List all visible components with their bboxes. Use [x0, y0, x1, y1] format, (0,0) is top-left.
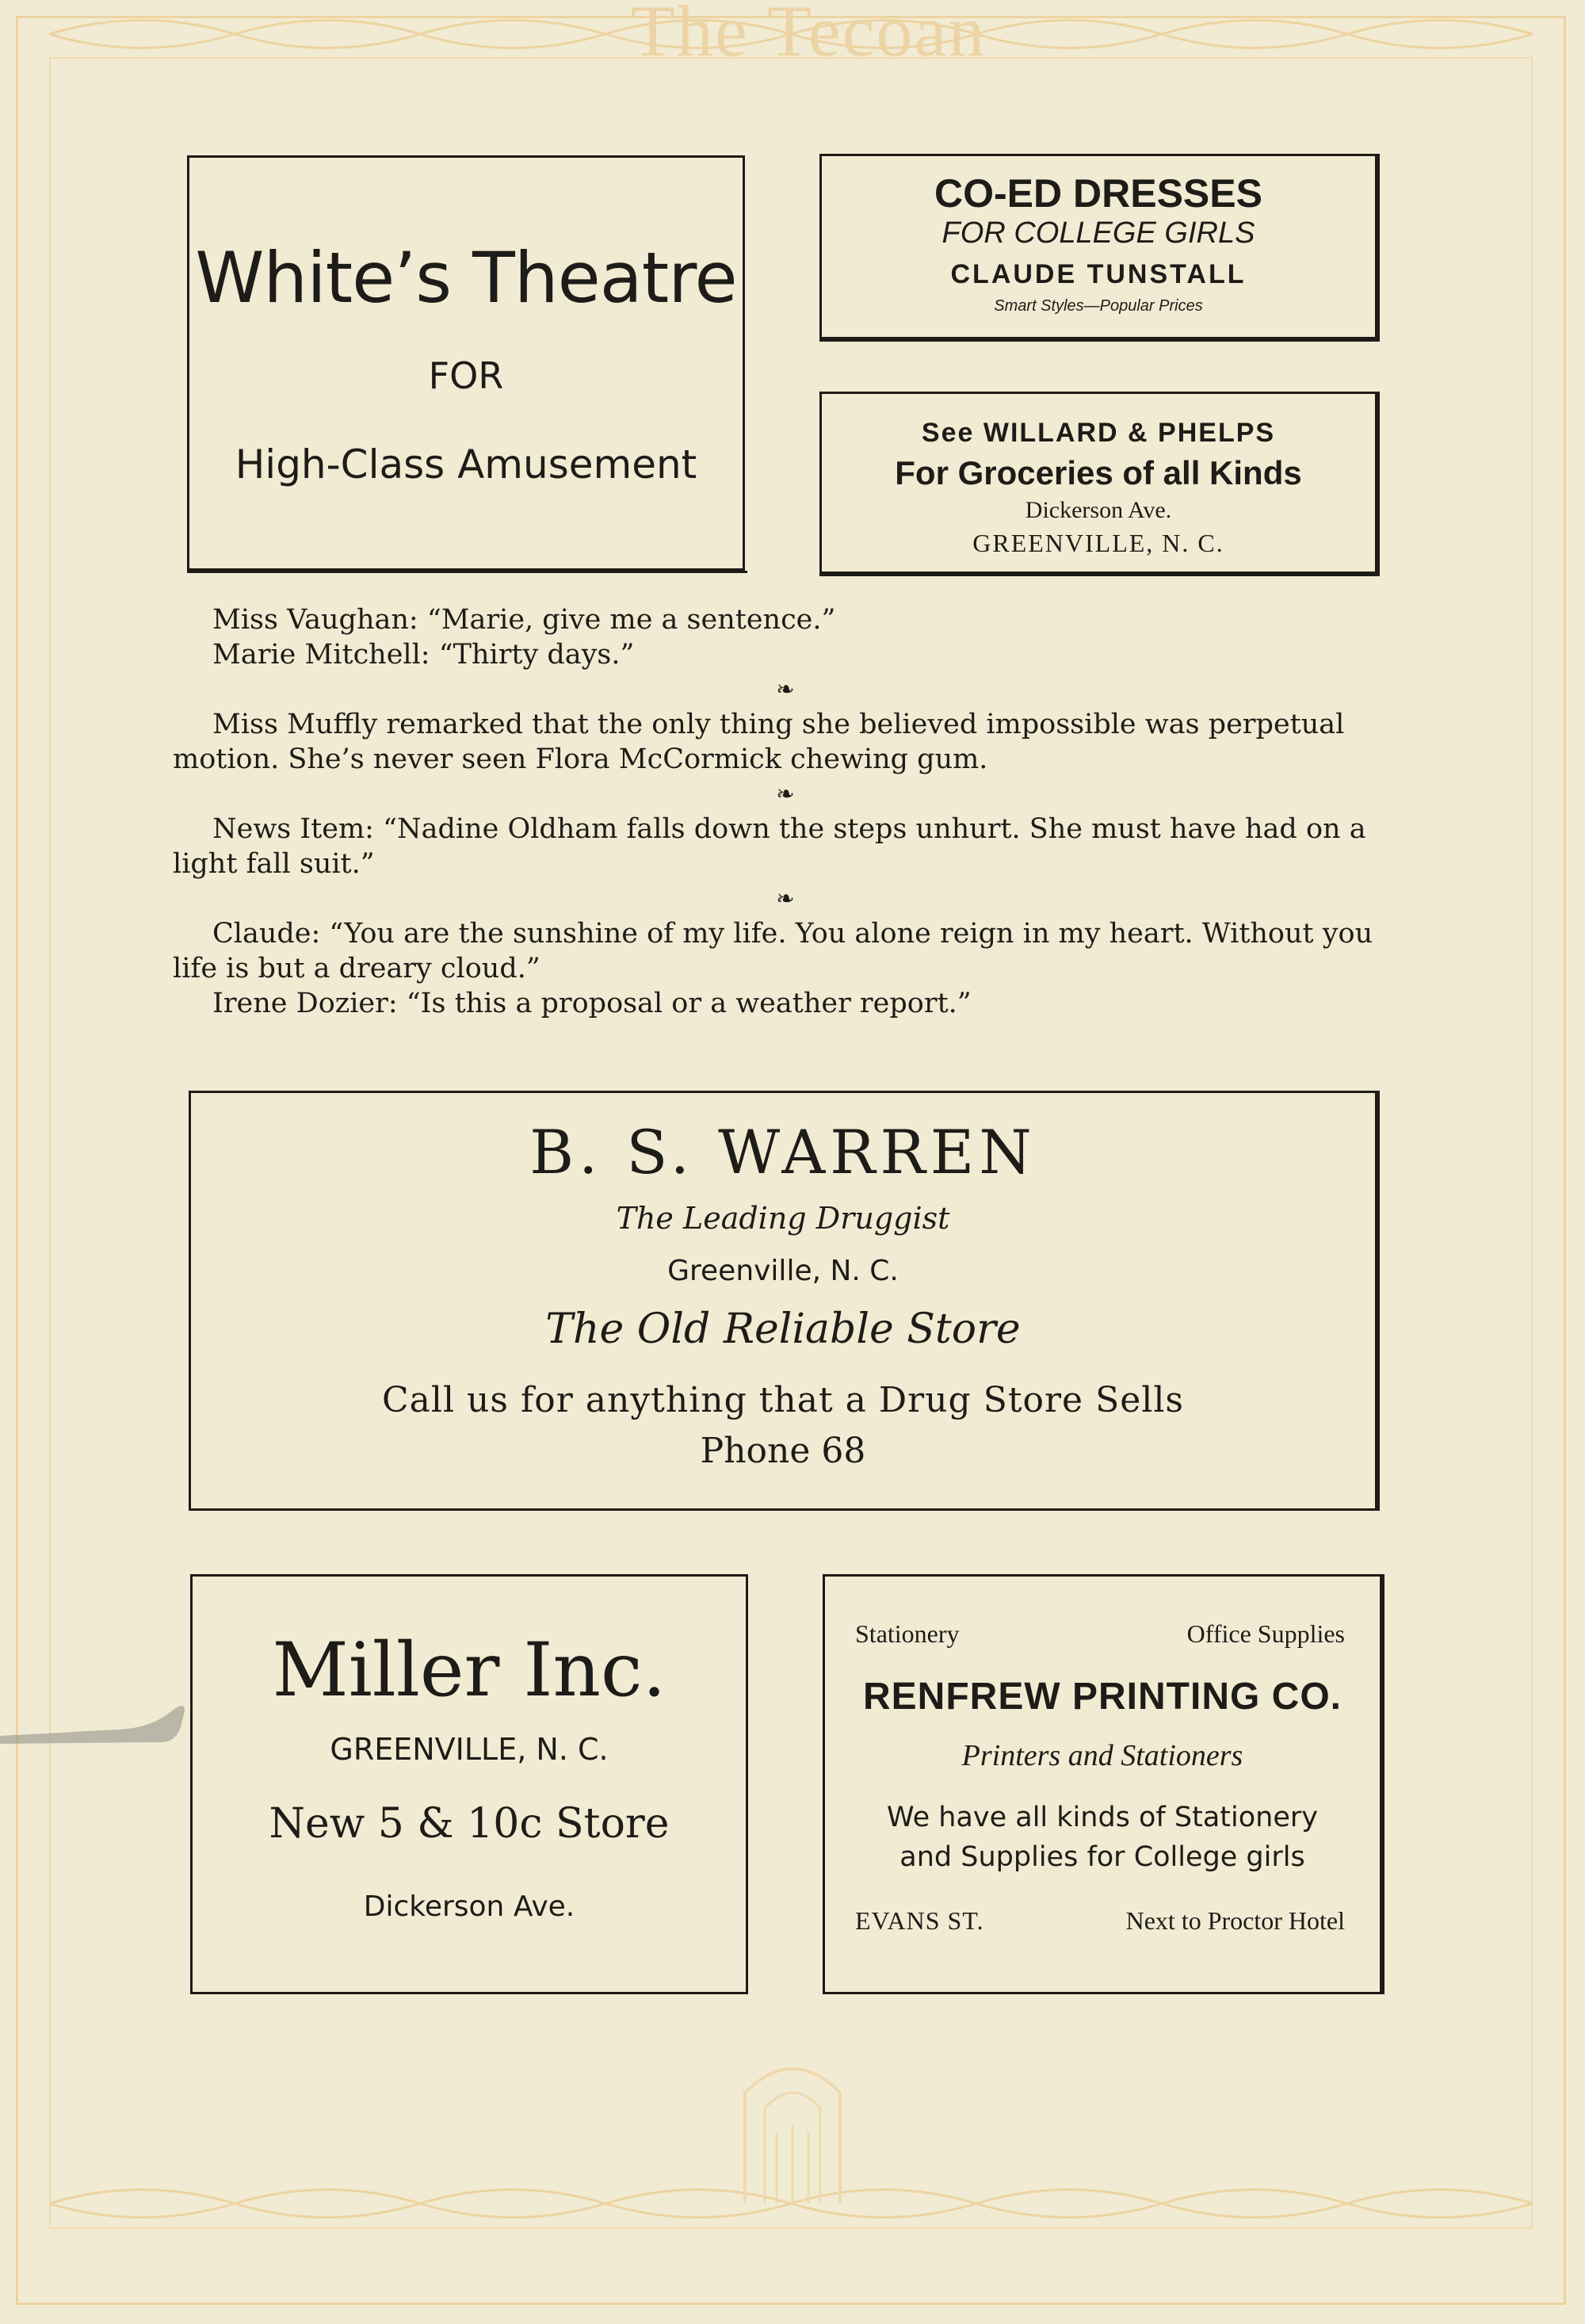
ad-shadow-right — [1377, 1091, 1380, 1511]
renfrew-printing-ad — [823, 1574, 1382, 1994]
ad-shadow-bottom — [819, 574, 1380, 576]
ad-shadow-bottom — [187, 571, 747, 573]
whites-theatre-for: FOR — [428, 354, 504, 397]
warren-phone: Phone 68 — [700, 1431, 866, 1471]
whites-theatre-tagline: High-Class Amusement — [235, 441, 697, 487]
coed-subtitle: FOR COLLEGE GIRLS — [941, 216, 1255, 250]
warren-subtitle: The Leading Druggist — [616, 1201, 950, 1236]
ad-shadow-right — [1382, 1574, 1384, 1994]
coed-title: CO-ED DRESSES — [934, 171, 1262, 216]
page-smudge-mark — [0, 1680, 206, 1760]
building-emblem-ornament — [729, 2045, 856, 2204]
jokes-section — [173, 602, 1398, 1021]
joke-4-line-1: Claude: “You are the sunshine of my life. You alone reign in my heart. Without you life is but a dreary cloud.” — [173, 918, 1373, 984]
joke-2: Miss Muffly remarked that the only thing she believed impossible was perpetual motion. She’s never seen Flora McCormick chewing gum. — [173, 709, 1345, 775]
joke-3: News Item: “Nadine Oldham falls down the steps unhurt. She must have had on a light fall suit.” — [173, 813, 1366, 880]
fleuron-divider: ❧ — [776, 676, 795, 702]
masthead-title: The Tecoan — [630, 0, 987, 71]
miller-city: GREENVILLE, N. C. — [330, 1732, 609, 1767]
fleuron-divider: ❧ — [776, 885, 795, 912]
warren-slogan: The Old Reliable Store — [545, 1305, 1021, 1353]
renfrew-stationery-label: Stationery — [855, 1619, 960, 1648]
willard-street: Dickerson Ave. — [1025, 497, 1172, 523]
coed-slogan: Smart Styles—Popular Prices — [994, 297, 1203, 315]
ad-shadow-right — [1377, 154, 1380, 339]
bs-warren-ad — [189, 1091, 1377, 1511]
willard-phelps-ad — [819, 392, 1377, 574]
renfrew-street: EVANS ST. — [855, 1906, 984, 1935]
willard-city: GREENVILLE, N. C. — [972, 529, 1224, 557]
whites-theatre-name: White’s Theatre — [195, 237, 737, 319]
warren-call-line: Call us for anything that a Drug Store Sells — [382, 1380, 1184, 1420]
warren-city: Greenville, N. C. — [667, 1255, 899, 1287]
whites-theatre-ad — [187, 155, 745, 571]
renfrew-description-line-2: and Supplies for College girls — [899, 1841, 1305, 1873]
joke-1-line-1: Miss Vaughan: “Marie, give me a sentence.” — [212, 604, 836, 636]
miller-inc-ad — [190, 1574, 748, 1994]
renfrew-location-note: Next to Proctor Hotel — [1125, 1906, 1345, 1935]
fleuron-divider: ❧ — [776, 781, 795, 807]
miller-address: Dickerson Ave. — [363, 1890, 575, 1923]
miller-name: Miller Inc. — [272, 1627, 666, 1714]
renfrew-subtitle: Printers and Stationers — [961, 1739, 1243, 1772]
ad-shadow-bottom — [819, 339, 1380, 342]
miller-store-type: New 5 & 10c Store — [269, 1800, 670, 1848]
ad-shadow-right — [1377, 392, 1380, 574]
willard-heading: See WILLARD & PHELPS — [921, 418, 1276, 448]
renfrew-description-line-1: We have all kinds of Stationery — [887, 1802, 1318, 1833]
coed-dresses-ad — [819, 154, 1377, 339]
warren-name: B. S. WARREN — [529, 1117, 1037, 1187]
joke-1-line-2: Marie Mitchell: “Thirty days.” — [212, 639, 635, 671]
renfrew-office-supplies-label: Office Supplies — [1186, 1619, 1345, 1648]
renfrew-name: RENFREW PRINTING CO. — [863, 1676, 1342, 1718]
coed-proprietor: CLAUDE TUNSTALL — [950, 259, 1247, 289]
willard-tagline: For Groceries of all Kinds — [895, 454, 1302, 491]
joke-4-line-2: Irene Dozier: “Is this a proposal or a weather report.” — [212, 988, 972, 1019]
